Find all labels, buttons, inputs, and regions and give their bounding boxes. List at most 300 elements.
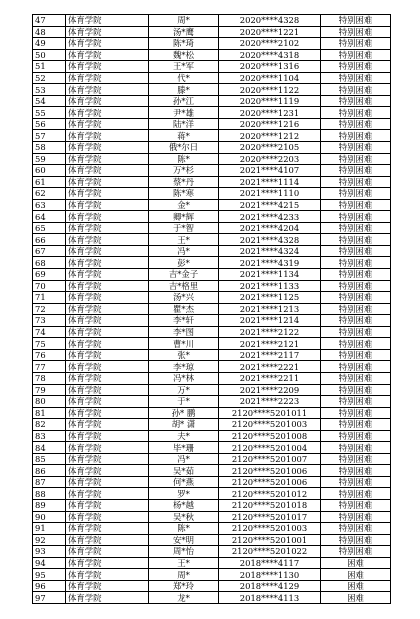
difficulty-level-cell: 特别困难 — [321, 153, 391, 165]
row-number-cell: 54 — [33, 95, 66, 107]
difficulty-level-cell: 特别困难 — [321, 338, 391, 350]
difficulty-level-cell: 特别困难 — [321, 430, 391, 442]
student-name-cell: 胡* 潇 — [149, 419, 219, 431]
difficulty-level-cell: 特别困难 — [321, 407, 391, 419]
table-row — [33, 153, 391, 165]
student-id-cell: 2021****1114 — [219, 176, 321, 188]
student-name-cell: 滕* — [149, 84, 219, 96]
table-row — [33, 176, 391, 188]
student-list-table — [32, 14, 391, 604]
difficulty-level-cell: 特别困难 — [321, 384, 391, 396]
difficulty-level-cell: 特别困难 — [321, 211, 391, 223]
student-id-cell: 2020****1316 — [219, 61, 321, 73]
difficulty-level-cell: 特别困难 — [321, 419, 391, 431]
student-name-cell: 瞿*杰 — [149, 303, 219, 315]
college-cell: 体育学院 — [66, 349, 149, 361]
table-row — [33, 442, 391, 454]
college-cell: 体育学院 — [66, 280, 149, 292]
college-cell: 体育学院 — [66, 338, 149, 350]
student-id-cell: 2020****1212 — [219, 130, 321, 142]
table-row — [33, 453, 391, 465]
college-cell: 体育学院 — [66, 84, 149, 96]
student-name-cell: 毕*珊 — [149, 442, 219, 454]
college-cell: 体育学院 — [66, 442, 149, 454]
student-name-cell: 李*图 — [149, 326, 219, 338]
table-row — [33, 15, 391, 27]
college-cell: 体育学院 — [66, 315, 149, 327]
row-number-cell: 78 — [33, 372, 66, 384]
difficulty-level-cell: 特别困难 — [321, 26, 391, 38]
student-id-cell: 2021****1125 — [219, 292, 321, 304]
table-row — [33, 326, 391, 338]
row-number-cell: 62 — [33, 188, 66, 200]
difficulty-level-cell: 特别困难 — [321, 534, 391, 546]
college-cell: 体育学院 — [66, 165, 149, 177]
college-cell: 体育学院 — [66, 26, 149, 38]
difficulty-level-cell: 特别困难 — [321, 222, 391, 234]
table-row — [33, 557, 391, 569]
table-row — [33, 546, 391, 558]
college-cell: 体育学院 — [66, 419, 149, 431]
student-name-cell: 代* — [149, 72, 219, 84]
student-id-cell: 2018****4117 — [219, 557, 321, 569]
row-number-cell: 97 — [33, 592, 66, 604]
student-id-cell: 2020****4318 — [219, 49, 321, 61]
college-cell: 体育学院 — [66, 488, 149, 500]
student-id-cell: 2018****4113 — [219, 592, 321, 604]
row-number-cell: 73 — [33, 315, 66, 327]
college-cell: 体育学院 — [66, 430, 149, 442]
difficulty-level-cell: 特别困难 — [321, 292, 391, 304]
difficulty-level-cell: 困难 — [321, 557, 391, 569]
table-row — [33, 511, 391, 523]
difficulty-level-cell: 特别困难 — [321, 49, 391, 61]
college-cell: 体育学院 — [66, 580, 149, 592]
row-number-cell: 51 — [33, 61, 66, 73]
difficulty-level-cell: 特别困难 — [321, 269, 391, 281]
student-name-cell: 俄*尔日 — [149, 142, 219, 154]
difficulty-level-cell: 特别困难 — [321, 234, 391, 246]
row-number-cell: 91 — [33, 523, 66, 535]
college-cell: 体育学院 — [66, 72, 149, 84]
college-cell: 体育学院 — [66, 199, 149, 211]
college-cell: 体育学院 — [66, 142, 149, 154]
student-name-cell: 吴*茹 — [149, 465, 219, 477]
student-name-cell: 陈* — [149, 153, 219, 165]
table-row — [33, 488, 391, 500]
table-row — [33, 523, 391, 535]
student-name-cell: 陆*洋 — [149, 118, 219, 130]
difficulty-level-cell: 特别困难 — [321, 107, 391, 119]
student-name-cell: 魏*松 — [149, 49, 219, 61]
student-id-cell: 2018****4129 — [219, 580, 321, 592]
student-id-cell: 2020****1122 — [219, 84, 321, 96]
student-id-cell: 2120****5201003 — [219, 523, 321, 535]
difficulty-level-cell: 特别困难 — [321, 326, 391, 338]
college-cell: 体育学院 — [66, 499, 149, 511]
student-name-cell: 王*军 — [149, 61, 219, 73]
college-cell: 体育学院 — [66, 534, 149, 546]
student-id-cell: 2120****5201003 — [219, 419, 321, 431]
row-number-cell: 86 — [33, 465, 66, 477]
college-cell: 体育学院 — [66, 569, 149, 581]
difficulty-level-cell: 特别困难 — [321, 84, 391, 96]
table-row — [33, 38, 391, 50]
difficulty-level-cell: 特别困难 — [321, 245, 391, 257]
student-id-cell: 2021****2122 — [219, 326, 321, 338]
student-id-cell: 2020****1216 — [219, 118, 321, 130]
row-number-cell: 66 — [33, 234, 66, 246]
student-id-cell: 2021****2211 — [219, 372, 321, 384]
college-cell: 体育学院 — [66, 257, 149, 269]
student-id-cell: 2120****5201018 — [219, 499, 321, 511]
row-number-cell: 76 — [33, 349, 66, 361]
row-number-cell: 88 — [33, 488, 66, 500]
table-row — [33, 107, 391, 119]
table-row — [33, 118, 391, 130]
student-name-cell: 周* — [149, 569, 219, 581]
table-body — [33, 15, 391, 604]
table-row — [33, 211, 391, 223]
difficulty-level-cell: 特别困难 — [321, 130, 391, 142]
student-name-cell: 夫* — [149, 430, 219, 442]
difficulty-level-cell: 特别困难 — [321, 546, 391, 558]
difficulty-level-cell: 特别困难 — [321, 61, 391, 73]
table-row — [33, 430, 391, 442]
student-name-cell: 周* — [149, 15, 219, 27]
difficulty-level-cell: 特别困难 — [321, 315, 391, 327]
college-cell: 体育学院 — [66, 61, 149, 73]
row-number-cell: 57 — [33, 130, 66, 142]
difficulty-level-cell: 特别困难 — [321, 280, 391, 292]
student-name-cell: 卿*辉 — [149, 211, 219, 223]
difficulty-level-cell: 特别困难 — [321, 488, 391, 500]
student-name-cell: 吉*格里 — [149, 280, 219, 292]
student-name-cell: 汤*鹰 — [149, 26, 219, 38]
row-number-cell: 87 — [33, 476, 66, 488]
difficulty-level-cell: 特别困难 — [321, 165, 391, 177]
student-id-cell: 2120****5201017 — [219, 511, 321, 523]
difficulty-level-cell: 特别困难 — [321, 523, 391, 535]
table-row — [33, 234, 391, 246]
student-id-cell: 2021****1110 — [219, 188, 321, 200]
row-number-cell: 61 — [33, 176, 66, 188]
student-id-cell: 2020****4328 — [219, 15, 321, 27]
student-name-cell: 吴*秋 — [149, 511, 219, 523]
difficulty-level-cell: 特别困难 — [321, 361, 391, 373]
row-number-cell: 64 — [33, 211, 66, 223]
row-number-cell: 49 — [33, 38, 66, 50]
difficulty-level-cell: 特别困难 — [321, 38, 391, 50]
student-name-cell: 周*怡 — [149, 546, 219, 558]
student-id-cell: 2021****1134 — [219, 269, 321, 281]
row-number-cell: 77 — [33, 361, 66, 373]
difficulty-level-cell: 特别困难 — [321, 511, 391, 523]
student-id-cell: 2021****2221 — [219, 361, 321, 373]
row-number-cell: 67 — [33, 245, 66, 257]
table-row — [33, 534, 391, 546]
college-cell: 体育学院 — [66, 476, 149, 488]
student-id-cell: 2020****1119 — [219, 95, 321, 107]
college-cell: 体育学院 — [66, 211, 149, 223]
student-name-cell: 王* — [149, 557, 219, 569]
college-cell: 体育学院 — [66, 222, 149, 234]
student-id-cell: 2120****5201011 — [219, 407, 321, 419]
student-id-cell: 2020****1221 — [219, 26, 321, 38]
student-id-cell: 2021****4233 — [219, 211, 321, 223]
student-name-cell: 张* — [149, 349, 219, 361]
student-id-cell: 2120****5201006 — [219, 476, 321, 488]
row-number-cell: 56 — [33, 118, 66, 130]
college-cell: 体育学院 — [66, 38, 149, 50]
student-id-cell: 2120****5201006 — [219, 465, 321, 477]
difficulty-level-cell: 特别困难 — [321, 476, 391, 488]
college-cell: 体育学院 — [66, 407, 149, 419]
difficulty-level-cell: 特别困难 — [321, 257, 391, 269]
row-number-cell: 82 — [33, 419, 66, 431]
difficulty-level-cell: 困难 — [321, 592, 391, 604]
student-id-cell: 2120****5201008 — [219, 430, 321, 442]
table-row — [33, 61, 391, 73]
college-cell: 体育学院 — [66, 107, 149, 119]
row-number-cell: 63 — [33, 199, 66, 211]
student-name-cell: 冯* — [149, 453, 219, 465]
student-id-cell: 2021****1213 — [219, 303, 321, 315]
row-number-cell: 84 — [33, 442, 66, 454]
student-name-cell: 蔡*丹 — [149, 176, 219, 188]
college-cell: 体育学院 — [66, 592, 149, 604]
college-cell: 体育学院 — [66, 292, 149, 304]
row-number-cell: 94 — [33, 557, 66, 569]
student-id-cell: 2021****2121 — [219, 338, 321, 350]
spreadsheet-page — [32, 14, 390, 604]
difficulty-level-cell: 特别困难 — [321, 95, 391, 107]
row-number-cell: 93 — [33, 546, 66, 558]
college-cell: 体育学院 — [66, 372, 149, 384]
difficulty-level-cell: 特别困难 — [321, 372, 391, 384]
student-name-cell: 陈*琦 — [149, 38, 219, 50]
student-name-cell: 冯* — [149, 245, 219, 257]
table-row — [33, 199, 391, 211]
row-number-cell: 92 — [33, 534, 66, 546]
row-number-cell: 89 — [33, 499, 66, 511]
student-name-cell: 彭* — [149, 257, 219, 269]
difficulty-level-cell: 特别困难 — [321, 453, 391, 465]
college-cell: 体育学院 — [66, 326, 149, 338]
student-id-cell: 2021****1214 — [219, 315, 321, 327]
table-row — [33, 269, 391, 281]
student-id-cell: 2021****4107 — [219, 165, 321, 177]
table-row — [33, 499, 391, 511]
table-row — [33, 142, 391, 154]
student-name-cell: 尹*雄 — [149, 107, 219, 119]
row-number-cell: 96 — [33, 580, 66, 592]
college-cell: 体育学院 — [66, 465, 149, 477]
student-name-cell: 蒋* — [149, 130, 219, 142]
college-cell: 体育学院 — [66, 234, 149, 246]
college-cell: 体育学院 — [66, 15, 149, 27]
difficulty-level-cell: 特别困难 — [321, 303, 391, 315]
table-row — [33, 72, 391, 84]
student-id-cell: 2020****2105 — [219, 142, 321, 154]
student-name-cell: 李*轩 — [149, 315, 219, 327]
difficulty-level-cell: 特别困难 — [321, 442, 391, 454]
student-name-cell: 吉*金子 — [149, 269, 219, 281]
student-id-cell: 2120****5201004 — [219, 442, 321, 454]
college-cell: 体育学院 — [66, 49, 149, 61]
row-number-cell: 95 — [33, 569, 66, 581]
row-number-cell: 65 — [33, 222, 66, 234]
row-number-cell: 72 — [33, 303, 66, 315]
college-cell: 体育学院 — [66, 269, 149, 281]
difficulty-level-cell: 特别困难 — [321, 15, 391, 27]
college-cell: 体育学院 — [66, 453, 149, 465]
student-name-cell: 龙* — [149, 592, 219, 604]
table-row — [33, 419, 391, 431]
college-cell: 体育学院 — [66, 361, 149, 373]
student-name-cell: 冯*林 — [149, 372, 219, 384]
table-row — [33, 49, 391, 61]
student-id-cell: 2021****2117 — [219, 349, 321, 361]
table-row — [33, 361, 391, 373]
student-id-cell: 2021****2209 — [219, 384, 321, 396]
difficulty-level-cell: 特别困难 — [321, 188, 391, 200]
college-cell: 体育学院 — [66, 384, 149, 396]
student-id-cell: 2021****4319 — [219, 257, 321, 269]
college-cell: 体育学院 — [66, 303, 149, 315]
student-id-cell: 2021****4204 — [219, 222, 321, 234]
table-row — [33, 569, 391, 581]
table-row — [33, 476, 391, 488]
student-name-cell: 曹*川 — [149, 338, 219, 350]
table-row — [33, 592, 391, 604]
row-number-cell: 59 — [33, 153, 66, 165]
table-row — [33, 222, 391, 234]
difficulty-level-cell: 特别困难 — [321, 499, 391, 511]
row-number-cell: 48 — [33, 26, 66, 38]
college-cell: 体育学院 — [66, 546, 149, 558]
college-cell: 体育学院 — [66, 118, 149, 130]
college-cell: 体育学院 — [66, 557, 149, 569]
student-id-cell: 2120****5201007 — [219, 453, 321, 465]
row-number-cell: 52 — [33, 72, 66, 84]
table-row — [33, 280, 391, 292]
student-name-cell: 万*杉 — [149, 165, 219, 177]
table-row — [33, 315, 391, 327]
student-name-cell: 何*燕 — [149, 476, 219, 488]
table-row — [33, 26, 391, 38]
student-name-cell: 孙*江 — [149, 95, 219, 107]
row-number-cell: 69 — [33, 269, 66, 281]
student-id-cell: 2120****5201022 — [219, 546, 321, 558]
difficulty-level-cell: 特别困难 — [321, 176, 391, 188]
college-cell: 体育学院 — [66, 396, 149, 408]
table-row — [33, 580, 391, 592]
difficulty-level-cell: 特别困难 — [321, 465, 391, 477]
row-number-cell: 83 — [33, 430, 66, 442]
student-id-cell: 2018****1130 — [219, 569, 321, 581]
table-row — [33, 407, 391, 419]
student-id-cell: 2021****4328 — [219, 234, 321, 246]
row-number-cell: 68 — [33, 257, 66, 269]
college-cell: 体育学院 — [66, 176, 149, 188]
difficulty-level-cell: 特别困难 — [321, 199, 391, 211]
difficulty-level-cell: 特别困难 — [321, 142, 391, 154]
table-row — [33, 245, 391, 257]
student-id-cell: 2120****5201001 — [219, 534, 321, 546]
student-name-cell: 汤*兴 — [149, 292, 219, 304]
row-number-cell: 58 — [33, 142, 66, 154]
college-cell: 体育学院 — [66, 523, 149, 535]
college-cell: 体育学院 — [66, 245, 149, 257]
table-row — [33, 188, 391, 200]
difficulty-level-cell: 特别困难 — [321, 396, 391, 408]
row-number-cell: 60 — [33, 165, 66, 177]
student-name-cell: 于*智 — [149, 222, 219, 234]
student-name-cell: 于* — [149, 396, 219, 408]
row-number-cell: 47 — [33, 15, 66, 27]
row-number-cell: 79 — [33, 384, 66, 396]
row-number-cell: 71 — [33, 292, 66, 304]
student-id-cell: 2120****5201012 — [219, 488, 321, 500]
student-name-cell: 孙* 鹏 — [149, 407, 219, 419]
student-id-cell: 2020****1104 — [219, 72, 321, 84]
row-number-cell: 80 — [33, 396, 66, 408]
table-row — [33, 84, 391, 96]
difficulty-level-cell: 特别困难 — [321, 72, 391, 84]
college-cell: 体育学院 — [66, 153, 149, 165]
table-row — [33, 257, 391, 269]
row-number-cell: 55 — [33, 107, 66, 119]
difficulty-level-cell: 困难 — [321, 580, 391, 592]
college-cell: 体育学院 — [66, 130, 149, 142]
difficulty-level-cell: 困难 — [321, 569, 391, 581]
student-id-cell: 2021****4324 — [219, 245, 321, 257]
table-row — [33, 95, 391, 107]
student-id-cell: 2021****1133 — [219, 280, 321, 292]
row-number-cell: 70 — [33, 280, 66, 292]
student-name-cell: 陈* — [149, 523, 219, 535]
student-name-cell: 陈*寒 — [149, 188, 219, 200]
college-cell: 体育学院 — [66, 95, 149, 107]
table-row — [33, 349, 391, 361]
student-name-cell: 万* — [149, 384, 219, 396]
row-number-cell: 81 — [33, 407, 66, 419]
student-name-cell: 杨*越 — [149, 499, 219, 511]
row-number-cell: 53 — [33, 84, 66, 96]
student-id-cell: 2020****2102 — [219, 38, 321, 50]
table-row — [33, 303, 391, 315]
table-row — [33, 396, 391, 408]
difficulty-level-cell: 特别困难 — [321, 349, 391, 361]
table-row — [33, 130, 391, 142]
table-row — [33, 384, 391, 396]
college-cell: 体育学院 — [66, 188, 149, 200]
row-number-cell: 74 — [33, 326, 66, 338]
row-number-cell: 75 — [33, 338, 66, 350]
row-number-cell: 50 — [33, 49, 66, 61]
table-row — [33, 165, 391, 177]
student-id-cell: 2020****1231 — [219, 107, 321, 119]
student-name-cell: 郑*玲 — [149, 580, 219, 592]
student-name-cell: 王* — [149, 234, 219, 246]
table-row — [33, 292, 391, 304]
student-id-cell: 2021****4215 — [219, 199, 321, 211]
student-id-cell: 2020****2203 — [219, 153, 321, 165]
student-name-cell: 李*琼 — [149, 361, 219, 373]
table-row — [33, 465, 391, 477]
student-name-cell: 罗* — [149, 488, 219, 500]
